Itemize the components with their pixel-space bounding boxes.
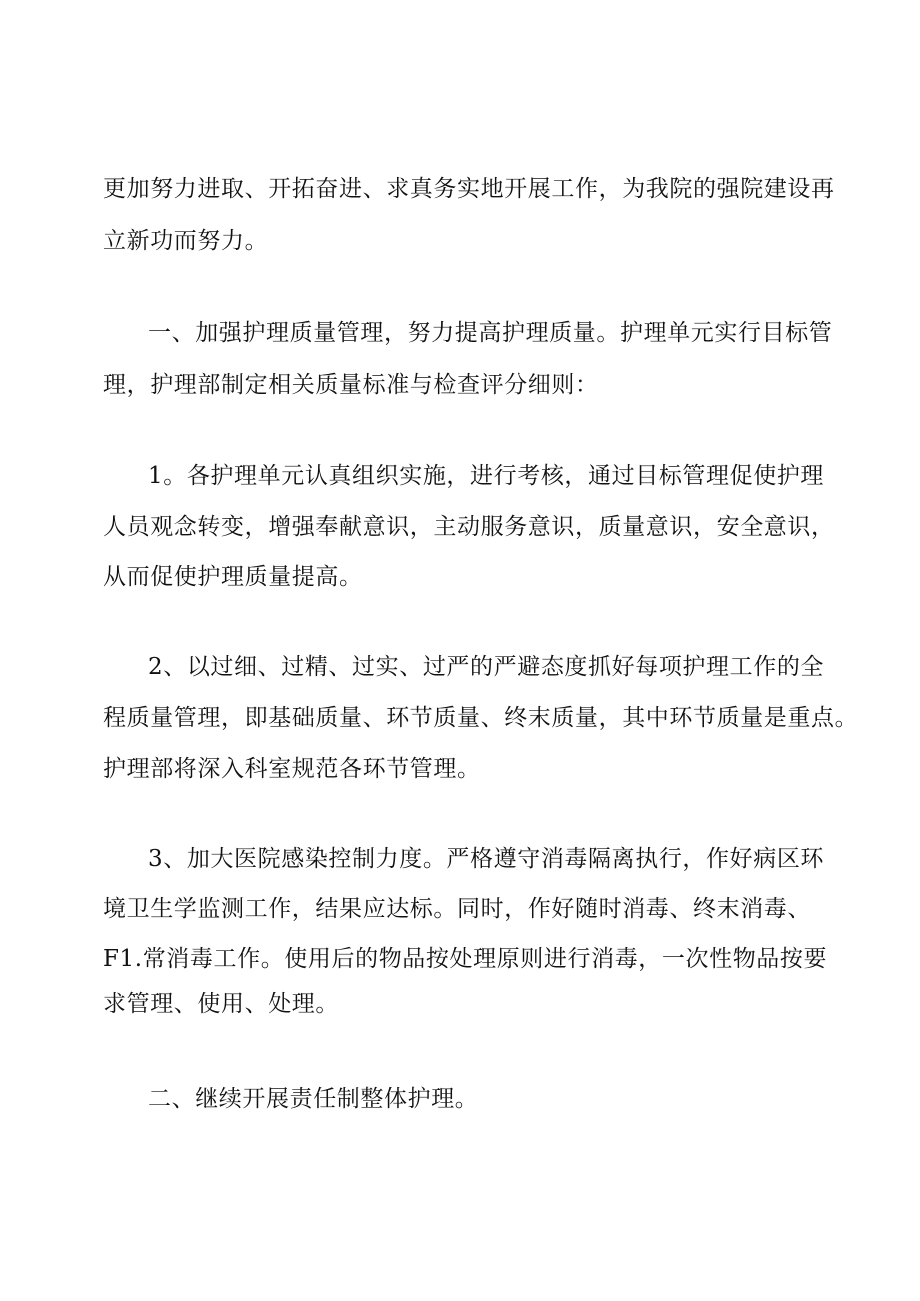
paragraph-5-line-3: F1.常消毒工作。使用后的物品按处理原则进行消毒，一次性物品按要 bbox=[103, 946, 828, 972]
paragraph-2-line-2: 理，护理部制定相关质量标准与检查评分细则： bbox=[103, 372, 599, 398]
paragraph-4-line-3: 护理部将深入科室规范各环节管理。 bbox=[103, 756, 481, 782]
paragraph-6-line-1: 二、继续开展责任制整体护理。 bbox=[148, 1086, 479, 1112]
paragraph-1-line-1: 更加努力进取、开拓奋进、求真务实地开展工作，为我院的强院建设再 bbox=[103, 176, 835, 202]
paragraph-4-line-2: 程质量管理，即基础质量、环节质量、终末质量，其中环节质量是重点。 bbox=[103, 705, 859, 731]
paragraph-3-line-2: 人员观念转变，增强奉献意识，主动服务意识，质量意识，安全意识， bbox=[103, 514, 835, 540]
paragraph-5-line-1: 3、加大医院感染控制力度。严格遵守消毒隔离执行，作好病区环 bbox=[148, 846, 825, 872]
paragraph-3-line-1: 1。各护理单元认真组织实施，进行考核，通过目标管理促使护理 bbox=[148, 463, 825, 489]
paragraph-4-line-1: 2、以过细、过精、过实、过严的严避态度抓好每项护理工作的全 bbox=[148, 654, 825, 680]
paragraph-2-line-1: 一、加强护理质量管理，努力提高护理质量。护理单元实行目标管 bbox=[148, 320, 833, 346]
paragraph-3-line-3: 从而促使护理质量提高。 bbox=[103, 564, 363, 590]
paragraph-5-line-4: 求管理、使用、处理。 bbox=[103, 991, 339, 1017]
paragraph-5-line-2: 境卫生学监测工作，结果应达标。同时，作好随时消毒、终末消毒、 bbox=[103, 896, 811, 922]
paragraph-1-line-2: 立新功而努力。 bbox=[103, 228, 269, 254]
